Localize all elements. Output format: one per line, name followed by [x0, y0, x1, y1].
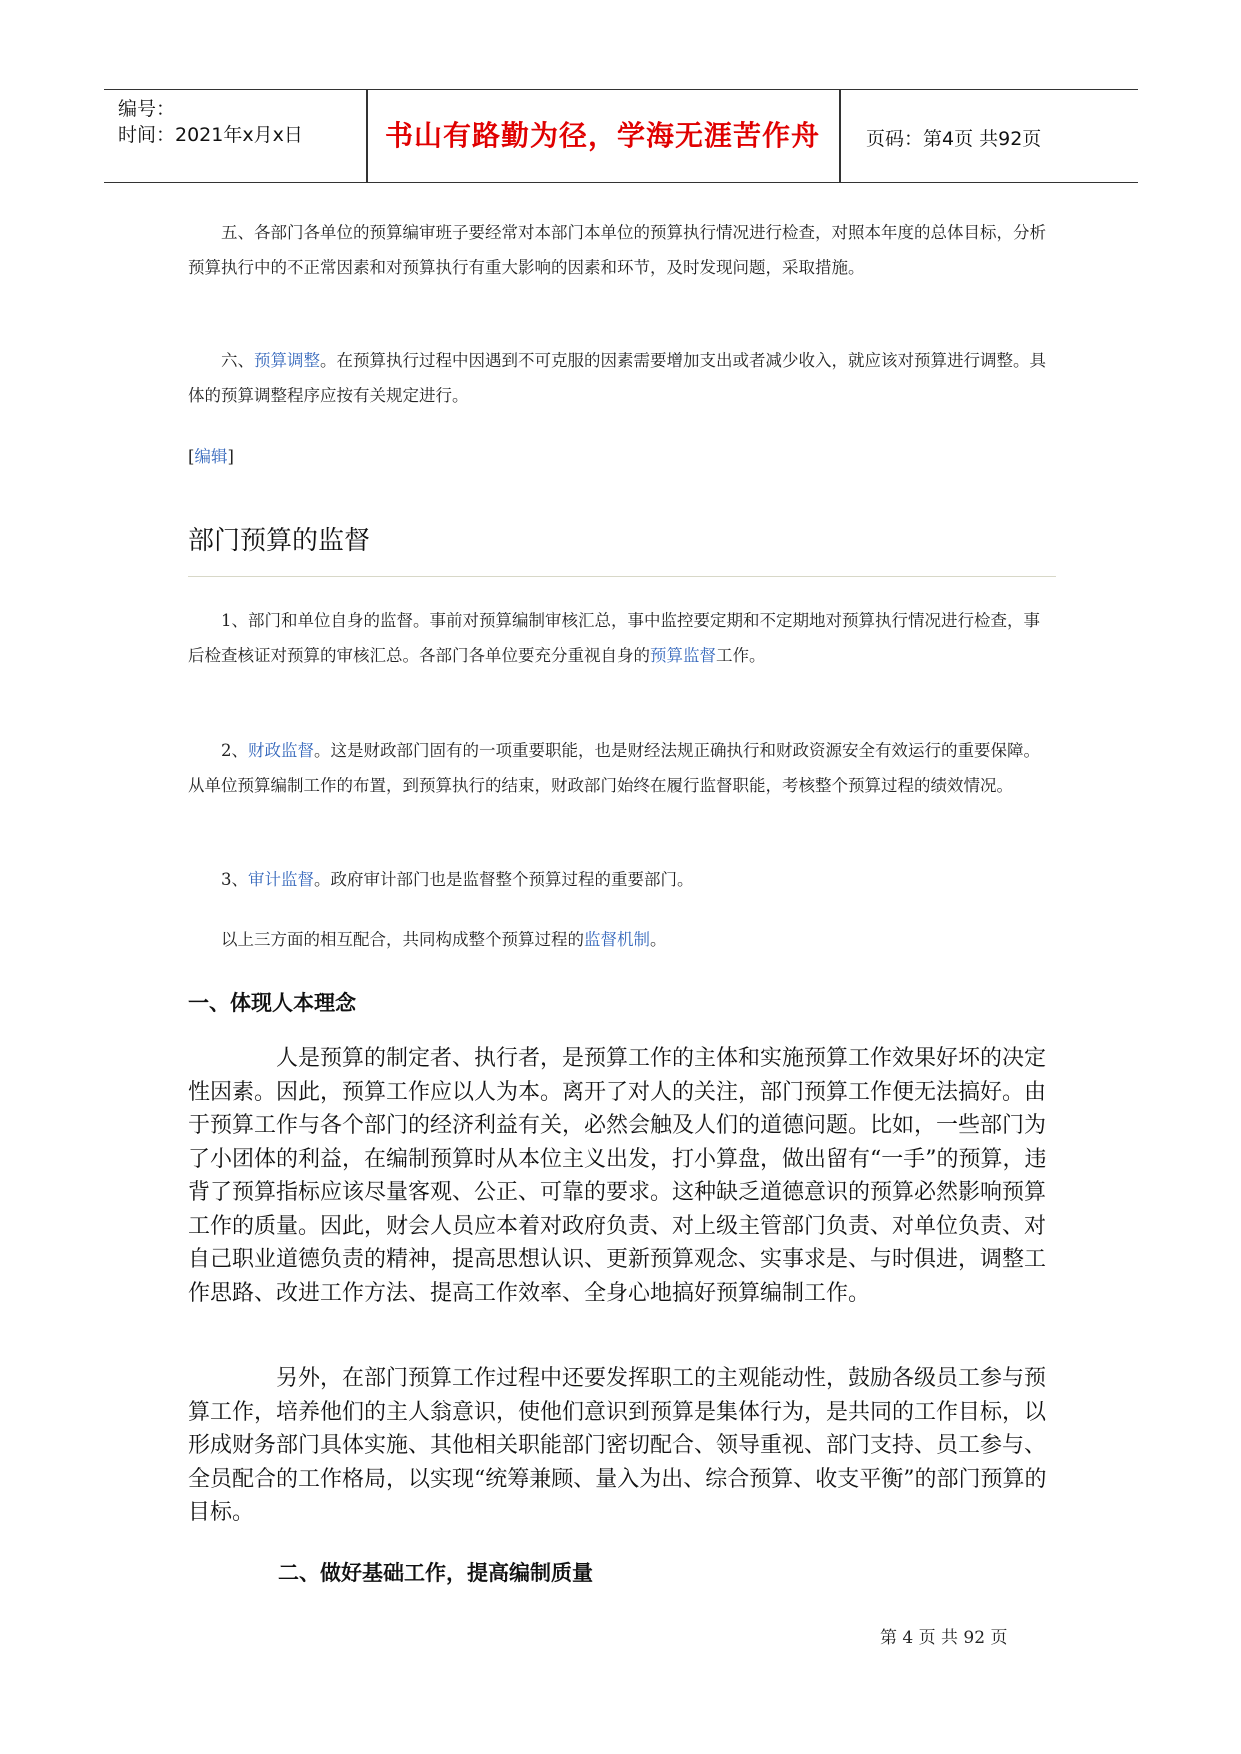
- paragraph-text: 。: [650, 930, 667, 949]
- edit-section: [188, 443, 234, 467]
- paragraph-prefix: 六、: [221, 351, 254, 370]
- header-divider: [839, 90, 841, 182]
- body-paragraph-2: 另外，在部门预算工作过程中还要发挥职工的主观能动性，鼓励各级员工参与预算工作，培养他们的主人翁意识，使他们意识到预算是集体行为，是共同的工作目标，以形成财务部门具体实施、其他相关职能部门密切配合、领导重视、部门支持、员工参与、全员配合的工作格局，以实现“统筹兼顾、量入为出、综合预算、收支平衡”的部门预算的目标。: [188, 1366, 1047, 1525]
- supervision-item-2: [188, 733, 1056, 803]
- document-number-label: 编号：: [118, 98, 176, 120]
- fiscal-supervision-link[interactable]: 财政监督: [248, 741, 314, 760]
- header-motto: 书山有路勤为径，学海无涯苦作舟: [384, 119, 820, 152]
- page-footer: 第 4 页 共 92 页: [880, 1628, 1008, 1648]
- section-title: 部门预算的监督: [188, 526, 371, 556]
- header-page-number: 页码：第4页 共92页: [866, 128, 1042, 150]
- budget-supervision-link[interactable]: 预算监督: [650, 646, 716, 665]
- paragraph-text: 。政府审计部门也是监督整个预算过程的重要部门。: [314, 870, 694, 889]
- header-meta: [118, 90, 368, 182]
- paragraph-prefix: 2、: [221, 741, 248, 760]
- budget-adjustment-link[interactable]: 预算调整: [254, 351, 320, 370]
- edit-bracket-close: ]: [227, 447, 234, 466]
- page-header: [104, 89, 1138, 183]
- heading-basic-work: 二、做好基础工作，提高编制质量: [278, 1561, 593, 1585]
- edit-bracket-open: [: [188, 447, 195, 466]
- supervision-item-3: [188, 862, 1056, 897]
- paragraph-five: [188, 215, 1056, 285]
- section-divider: [188, 576, 1056, 577]
- supervision-item-1: [188, 603, 1056, 673]
- supervision-summary: [188, 922, 1056, 957]
- body-paragraph-1: 人是预算的制定者、执行者，是预算工作的主体和实施预算工作效果好坏的决定性因素。因此，预算工作应以人为本。离开了对人的关注，部门预算工作便无法搞好。由于预算工作与各个部门的经济利益有关，必然会触及人们的道德问题。比如，一些部门为了小团体的利益，在编制预算时从本位主义出发，打小算盘，做出留有“一手”的预算，违背了预算指标应该尽量客观、公正、可靠的要求。这种缺乏道德意识的预算必然影响预算工作的质量。因此，财会人员应本着对政府负责、对上级主管部门负责、对单位负责、对自己职业道德负责的精神，提高思想认识、更新预算观念、实事求是、与时俱进，调整工作思路、改进工作方法、提高工作效率、全身心地搞好预算编制工作。: [188, 1046, 1047, 1306]
- document-time-label: 时间：2021年x月x日: [118, 124, 303, 146]
- paragraph-text: 。在预算执行过程中因遇到不可克服的因素需要增加支出或者减少收入，就应该对预算进行调整。具体的预算调整程序应按有关规定进行。: [188, 351, 1046, 405]
- heading-people-oriented: 一、体现人本理念: [188, 991, 356, 1015]
- edit-link[interactable]: 编辑: [194, 447, 228, 466]
- supervision-mechanism-link[interactable]: 监督机制: [584, 930, 650, 949]
- audit-supervision-link[interactable]: 审计监督: [248, 870, 314, 889]
- paragraph-six: [188, 343, 1056, 413]
- paragraph-text: 1、部门和单位自身的监督。事前对预算编制审核汇总，事中监控要定期和不定期地对预算执行情况进行检查，事后检查核证对预算的审核汇总。各部门各单位要充分重视自身的: [188, 611, 1040, 665]
- paragraph-prefix: 3、: [221, 870, 248, 889]
- paragraph-text: 以上三方面的相互配合，共同构成整个预算过程的: [221, 930, 584, 949]
- paragraph-text: 五、各部门各单位的预算编审班子要经常对本部门本单位的预算执行情况进行检查，对照本年度的总体目标，分析预算执行中的不正常因素和对预算执行有重大影响的因素和环节，及时发现问题，采取措施。: [188, 223, 1046, 277]
- paragraph-text: 工作。: [716, 646, 766, 665]
- paragraph-text: 。这是财政部门固有的一项重要职能，也是财经法规正确执行和财政资源安全有效运行的重要保障。从单位预算编制工作的布置，到预算执行的结束，财政部门始终在履行监督职能，考核整个预算过程的绩效情况。: [188, 741, 1040, 795]
